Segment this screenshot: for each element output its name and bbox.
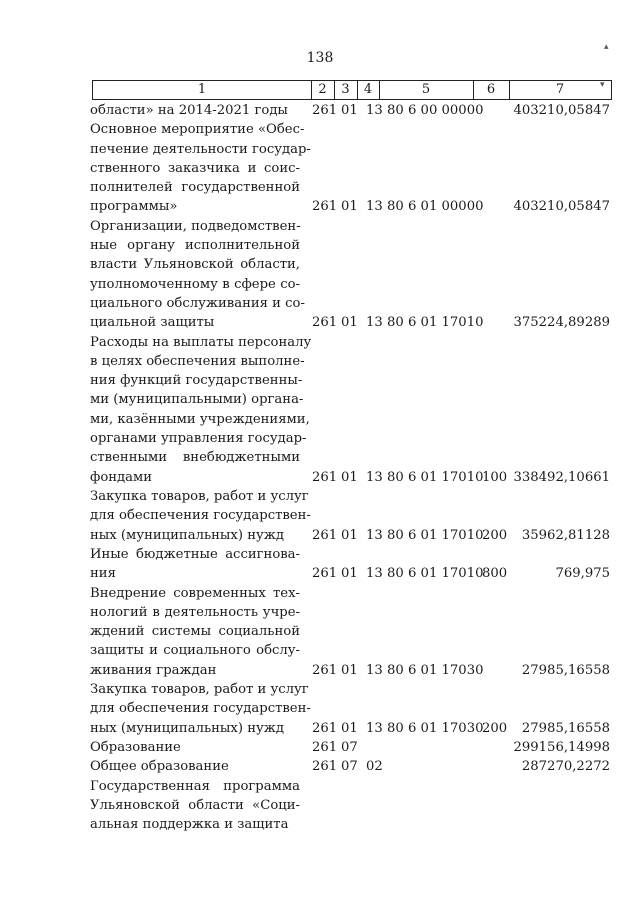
amount: 27985,16558 <box>521 662 610 678</box>
code-section: 01 <box>341 566 358 582</box>
description-line: Закупка товаров, работ и услуг <box>90 489 309 504</box>
description-line: ственного заказчика и соис- <box>90 160 300 176</box>
description-line: фондами <box>90 469 153 485</box>
code-subsection: 13 <box>366 469 383 485</box>
header-col-2: 2 <box>311 81 335 99</box>
code-section: 01 <box>341 103 358 118</box>
code-target-article: 80 6 01 17010 <box>387 527 484 543</box>
description-line: Ульяновской области «Соци- <box>90 797 300 813</box>
code-ministry: 261 <box>312 527 338 543</box>
table-row <box>0 120 640 217</box>
code-subsection: 13 <box>366 199 383 215</box>
description-line: Общее образование <box>90 759 229 775</box>
scan-mark: ▴ <box>604 42 609 52</box>
description-line: циальной защиты <box>90 315 215 331</box>
code-ministry: 261 <box>312 566 338 582</box>
header-col-4: 4 <box>357 81 380 99</box>
code-target-article: 80 6 00 00000 <box>387 103 484 118</box>
description-line: ждений системы социальной <box>90 624 300 640</box>
table-row <box>0 545 640 584</box>
code-target-article: 80 6 01 17030 <box>387 662 484 678</box>
description-line: Основное мероприятие «Обес- <box>90 122 305 138</box>
amount: 403210,05847 <box>513 103 610 118</box>
row-description <box>90 120 311 216</box>
description-line: нологий в деятельность учре- <box>90 604 300 620</box>
code-section: 01 <box>341 315 358 331</box>
amount: 35962,81128 <box>521 527 610 543</box>
description-line: власти Ульяновской области, <box>90 257 300 273</box>
amount: 338492,10661 <box>513 469 610 485</box>
description-line: Внедрение современных тех- <box>90 585 300 601</box>
amount: 287270,2272 <box>521 759 610 775</box>
code-subsection: 13 <box>366 527 383 543</box>
row-description <box>90 757 300 776</box>
description-line: печение деятельности государ- <box>90 141 311 157</box>
code-section: 01 <box>341 527 358 543</box>
description-line: органами управления государ- <box>90 431 307 447</box>
code-expense-type: 200 <box>482 527 508 543</box>
code-section: 01 <box>341 199 358 215</box>
description-line: уполномоченному в сфере со- <box>90 276 300 292</box>
description-line: Образование <box>90 739 181 755</box>
header-col-5: 5 <box>379 81 474 99</box>
table-row <box>0 584 640 681</box>
code-section: 01 <box>341 720 358 736</box>
page-number: 138 <box>306 50 334 66</box>
row-description <box>90 680 311 738</box>
code-expense-type: 100 <box>482 469 508 485</box>
description-line: ных (муниципальных) нужд <box>90 527 284 543</box>
amount: 27985,16558 <box>521 720 610 736</box>
description-line: в целях обеспечения выполне- <box>90 353 305 369</box>
code-subsection: 02 <box>366 759 383 775</box>
code-ministry: 261 <box>312 315 338 331</box>
code-target-article: 80 6 01 17010 <box>387 566 484 582</box>
description-line: ные органу исполнительной <box>90 238 300 254</box>
description-line: Расходы на выплаты персоналу <box>90 334 312 350</box>
amount: 769,975 <box>555 566 610 582</box>
table-row <box>0 333 640 487</box>
code-section: 01 <box>341 469 358 485</box>
description-line: Закупка товаров, работ и услуг <box>90 682 309 697</box>
code-expense-type: 200 <box>482 720 508 736</box>
table-row <box>0 487 640 545</box>
description-line: Государственная программа <box>90 778 300 794</box>
table-row <box>0 757 640 776</box>
table-row <box>0 738 640 757</box>
code-ministry: 261 <box>312 199 338 215</box>
amount: 299156,14998 <box>513 739 610 755</box>
description-line: полнителей государственной <box>90 180 300 196</box>
scan-mark: ▾ <box>600 80 605 90</box>
code-section: 07 <box>341 739 358 755</box>
code-ministry: 261 <box>312 759 338 775</box>
code-ministry: 261 <box>312 720 338 736</box>
description-line: программы» <box>90 199 178 215</box>
row-description <box>90 101 300 120</box>
description-line: ственными внебюджетными <box>90 450 300 466</box>
table-row <box>0 217 640 333</box>
row-description <box>90 777 300 835</box>
row-description <box>90 333 312 487</box>
header-col-6: 6 <box>473 81 510 99</box>
description-line: Организации, подведомствен- <box>90 218 301 234</box>
row-description <box>90 217 305 333</box>
header-col-1: 1 <box>93 81 312 99</box>
header-col-3: 3 <box>334 81 358 99</box>
code-target-article: 80 6 01 17030 <box>387 720 484 736</box>
description-line: ми, казёнными учреждениями, <box>90 411 310 427</box>
code-ministry: 261 <box>312 103 338 118</box>
header-col-7: 7 <box>555 82 565 97</box>
code-ministry: 261 <box>312 469 338 485</box>
description-line: альная поддержка и защита <box>90 817 289 833</box>
row-description <box>90 738 300 757</box>
code-target-article: 80 6 01 17010 <box>387 469 484 485</box>
table-row <box>0 101 640 120</box>
code-subsection: 13 <box>366 315 383 331</box>
description-line: ния <box>90 566 116 582</box>
code-subsection: 13 <box>366 103 383 118</box>
table-row <box>0 777 640 835</box>
code-subsection: 13 <box>366 566 383 582</box>
description-line: области» на 2014-2021 годы <box>90 103 288 118</box>
row-description <box>90 487 311 545</box>
row-description <box>90 545 300 584</box>
row-description <box>90 584 300 680</box>
amount: 403210,05847 <box>513 199 610 215</box>
description-line: живания граждан <box>90 662 217 678</box>
description-line: защиты и социального обслу- <box>90 643 300 659</box>
code-subsection: 13 <box>366 662 383 678</box>
code-section: 01 <box>341 662 358 678</box>
code-target-article: 80 6 01 00000 <box>387 199 484 215</box>
code-expense-type: 800 <box>482 566 508 582</box>
code-subsection: 13 <box>366 720 383 736</box>
description-line: Иные бюджетные ассигнова- <box>90 546 300 562</box>
code-ministry: 261 <box>312 662 338 678</box>
description-line: ми (муниципальными) органа- <box>90 392 304 408</box>
description-line: для обеспечения государствен- <box>90 508 311 524</box>
code-ministry: 261 <box>312 739 338 755</box>
description-line: для обеспечения государствен- <box>90 701 311 717</box>
table-header <box>92 80 612 100</box>
code-section: 07 <box>341 759 358 775</box>
table-row <box>0 680 640 738</box>
amount: 375224,89289 <box>513 315 610 331</box>
description-line: ных (муниципальных) нужд <box>90 720 284 736</box>
description-line: циального обслуживания и со- <box>90 295 305 311</box>
description-line: ния функций государственны- <box>90 373 303 389</box>
code-target-article: 80 6 01 17010 <box>387 315 484 331</box>
